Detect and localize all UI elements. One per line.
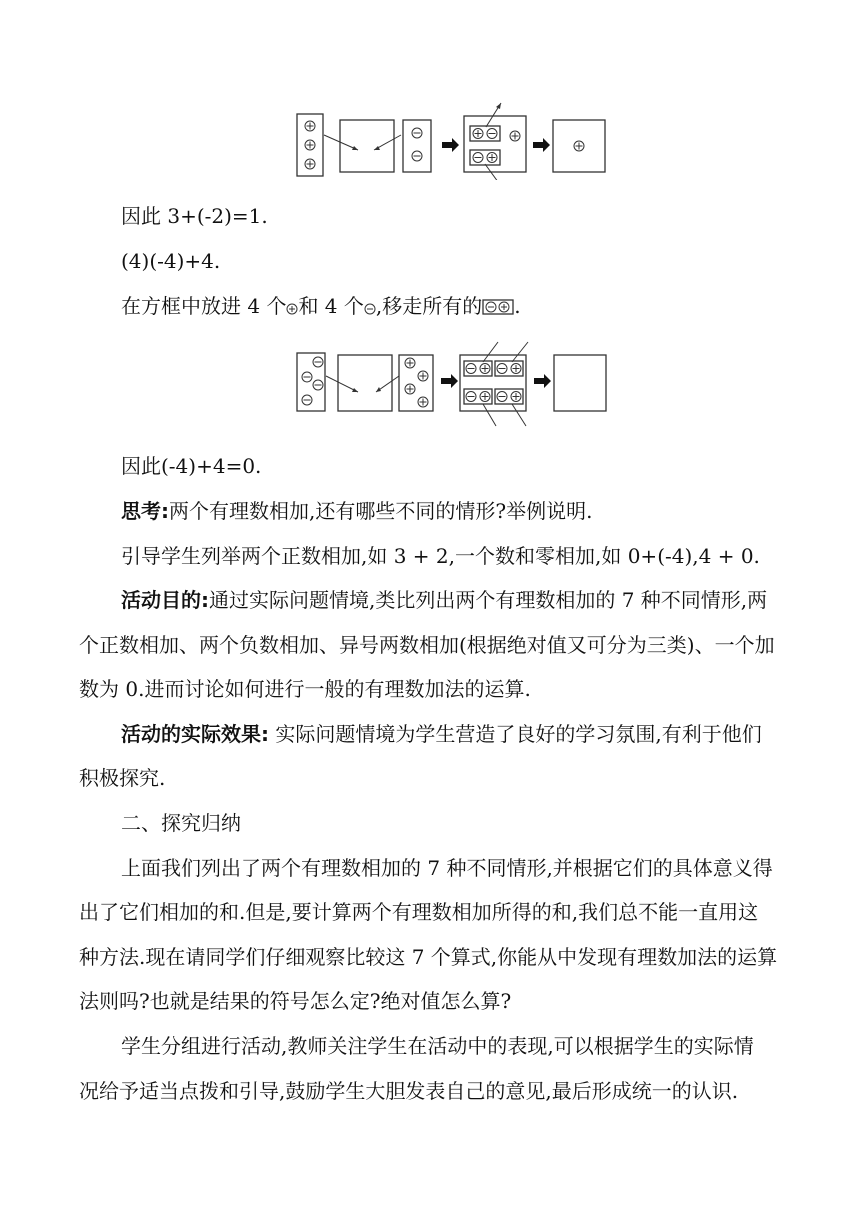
text-segment: 在方框中放进 4 个 <box>121 294 287 318</box>
text-line: 出了它们相加的和.但是,要计算两个有理数相加所得的和,我们总不能一直用这 <box>79 900 759 924</box>
minus-counter-icon <box>302 372 312 382</box>
minus-plus-pair-icon <box>482 299 514 315</box>
text-line: 引导学生列举两个正数相加,如 3 + 2,一个数和零相加,如 0+(-4),4 + 0. <box>121 544 760 568</box>
text-line: 因此 3+(-2)=1. <box>121 204 268 228</box>
plus-counter-icon <box>473 129 483 139</box>
plus-counter-icon <box>487 153 497 163</box>
bold-heading: 活动目的: <box>121 588 209 612</box>
minus-counter-icon <box>313 357 323 367</box>
plus-counter-icon <box>405 384 415 394</box>
text-line: 因此(-4)+4=0. <box>121 454 262 478</box>
minus-counter-icon <box>412 151 422 161</box>
text-line <box>121 724 762 744</box>
figure-counters-3-plus-neg2 <box>290 100 620 180</box>
text-line: 数为 0.进而讨论如何进行一般的有理数加法的运算. <box>79 677 531 701</box>
text-line: 积极探究. <box>79 766 166 790</box>
minus-counter-icon <box>412 128 422 138</box>
text-line <box>121 501 592 521</box>
plus-counter-icon <box>418 397 428 407</box>
minus-counter-icon <box>487 129 497 139</box>
plus-counter-icon <box>305 159 315 169</box>
bold-heading: 思考: <box>121 499 169 523</box>
text-line: 上面我们列出了两个有理数相加的 7 种不同情形,并根据它们的具体意义得 <box>121 856 773 880</box>
plus-counter-icon <box>305 140 315 150</box>
text-line <box>121 590 767 610</box>
text-line: 种方法.现在请同学们仔细观察比较这 7 个算式,你能从中发现有理数加法的运算 <box>79 945 778 969</box>
text-segment: ,移走所有的 <box>375 294 483 318</box>
minus-counter-icon <box>302 395 312 405</box>
text-segment: 通过实际问题情境,类比列出两个有理数相加的 7 种不同情形,两 <box>209 588 768 612</box>
minus-counter-icon <box>313 380 323 390</box>
plus-counter-icon <box>286 301 298 315</box>
plus-counter-icon <box>510 131 520 141</box>
text-line: 学生分组进行活动,教师关注学生在活动中的表现,可以根据学生的实际情 <box>121 1034 754 1058</box>
text-line: 法则吗?也就是结果的符号怎么定?绝对值怎么算? <box>79 989 512 1013</box>
text-line: 况给予适当点拨和引导,鼓励学生大胆发表自己的意见,最后形成统一的认识. <box>79 1079 739 1103</box>
minus-counter-icon <box>473 153 483 163</box>
section-heading: 二、探究归纳 <box>121 811 241 835</box>
minus-counter-icon <box>364 301 376 315</box>
text-segment: 实际问题情境为学生营造了良好的学习氛围,有利于他们 <box>269 722 762 746</box>
text-segment: 和 4 个 <box>298 294 364 318</box>
plus-counter-icon <box>405 358 415 368</box>
plus-counter-icon <box>418 371 428 381</box>
figure-counters-neg4-plus-4 <box>290 340 620 432</box>
plus-counter-icon <box>305 121 315 131</box>
text-segment: 两个有理数相加,还有哪些不同的情形?举例说明. <box>169 499 593 523</box>
text-line-with-icons <box>121 296 521 316</box>
bold-heading: 活动的实际效果: <box>121 722 269 746</box>
text-line: (4)(-4)+4. <box>121 249 221 273</box>
plus-counter-icon <box>574 141 584 151</box>
text-segment: . <box>514 294 521 318</box>
text-line: 个正数相加、两个负数相加、异号两数相加(根据绝对值又可分为三类)、一个加 <box>79 633 775 657</box>
